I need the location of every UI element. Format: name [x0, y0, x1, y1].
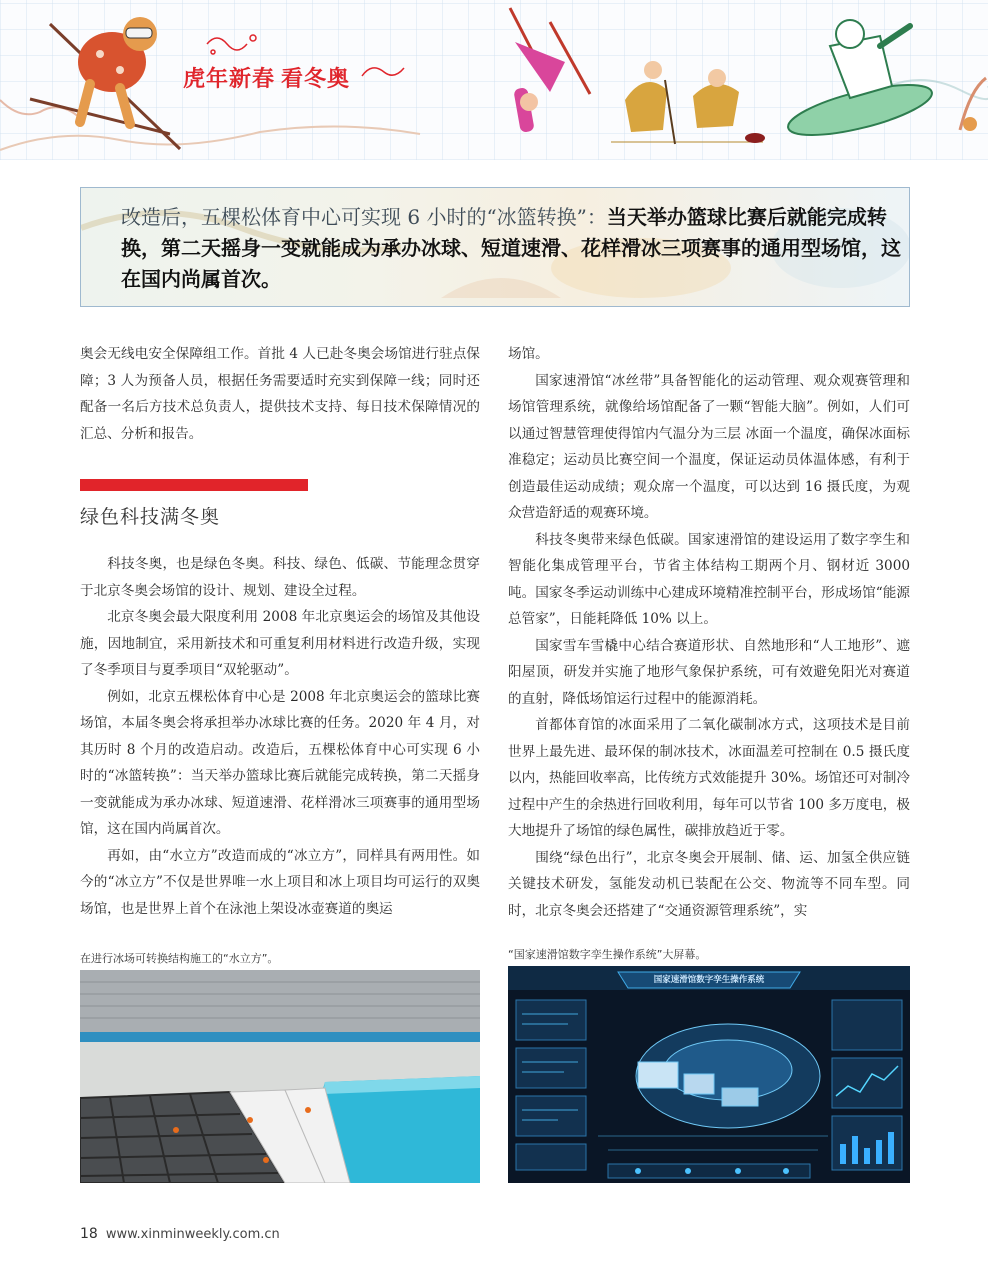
right-paragraph-1: 国家速滑馆“冰丝带”具备智能化的运动管理、观众观赛管理和场馆管理系统，就像给场馆配备了一颗“智能大脑”。例如，人们可以通过智慧管理使得馆内气温分为三层 冰面一个温度，确保冰面标准稳定；运动员比赛空间一个温度，保证运动员体温体感，有利于创造最佳运动成绩；观众席一个温度，可以达到 16 摄氏度，为观众营造舒适的观赛环境。 — [508, 372, 910, 521]
right-paragraph-2: 科技冬奥带来绿色低碳。国家速滑馆的建设运用了数字孪生和智能化集成管理平台，节省主体结构工期两个月、钢材近 3000 吨。国家冬季运动训练中心建成环境精准控制平台，形成场馆“能源总管家”，日能耗降低 10% 以上。 — [508, 531, 910, 627]
snowboarder-illustration — [780, 6, 940, 146]
header-banner — [0, 0, 988, 160]
section-accent-bar — [80, 479, 308, 491]
banner-title-part2: 看冬奥 — [281, 67, 351, 92]
left-paragraph-2: 北京冬奥会最大限度利用 2008 年北京奥运会的场馆及其他设施，因地制宜，采用新技术和可重复利用材料进行改造升级，实现了冬季项目与夏季项目“双轮驱动”。 — [80, 609, 480, 678]
pull-quote-text — [121, 202, 901, 295]
left-photo-caption: 在进行冰场可转换结构施工的“水立方”。 — [80, 952, 279, 965]
page-footer — [80, 1226, 280, 1242]
banner-title-part1: 虎年新春 — [183, 66, 276, 92]
right-paragraph-3: 国家雪车雪橇中心结合赛道形状、自然地形和“人工地形”、遮阳屋顶，研发并实施了地形气象保护系统，可有效避免阳光对赛道的直射，降低场馆运行过程中的能源消耗。 — [508, 637, 910, 707]
water-cube-photo — [80, 970, 480, 1183]
aerial-skier-illustration — [455, 2, 605, 142]
left-column-body — [80, 551, 480, 922]
screen-title-text: 国家速滑馆数字孪生操作系统 — [653, 975, 765, 985]
water-cube-photo-graphic — [80, 970, 480, 1183]
left-intro-paragraph: 奥会无线电安全保障组工作。首批 4 人已赴冬奥会场馆进行驻点保障；3 人为预备人员，根据任务需要适时充实到保障一线；同时还配备一名后方技术总负责人，提供技术支持、每日技术保障情况的汇总、分析和报告。 — [80, 346, 480, 442]
pull-quote-box — [80, 187, 910, 307]
right-column-body — [508, 341, 910, 924]
right-continuation: 场馆。 — [508, 346, 549, 362]
footer-url: www.xinminweekly.com.cn — [105, 1227, 280, 1242]
right-paragraph-5: 围绕“绿色出行”，北京冬奥会开展制、储、运、加氢全供应链关键技术研发，氢能发动机已装配在公交、物流等不同车型。同时，北京冬奥会还搭建了“交通资源管理系统”，实 — [508, 849, 910, 919]
right-paragraph-4: 首都体育馆的冰面采用了二氧化碳制冰方式，这项技术是目前世界上最先进、最环保的制冰技术，冰面温差可控制在 0.5 摄氏度以内，热能回收率高，比传统方式效能提升 30%。场馆还可对制冷过程中产生的余热进行回收利用，每年可以节省 100 多万度电，极大地提升了场馆的绿色属性，碳排放趋近于零。 — [508, 717, 910, 839]
left-paragraph-1: 科技冬奥，也是绿色冬奥。科技、绿色、低碳、节能理念贯穿于北京冬奥会场馆的设计、规划、建设全过程。 — [80, 556, 480, 599]
left-paragraph-3: 例如，北京五棵松体育中心是 2008 年北京奥运会的篮球比赛场馆，本届冬奥会将承担举办冰球比赛的任务。2020 年 4 月，对其历时 8 个月的改造启动。改造后，五棵松体育中心可实现 6 小时的“冰篮转换”：当天举办篮球比赛后就能完成转换，第二天摇身一变就能成为承办冰球、短道速滑、花样滑冰三项赛事的通用型场馆，这在国内尚属首次。 — [80, 688, 480, 837]
right-edge-decoration — [950, 70, 988, 140]
page-number: 18 — [80, 1226, 98, 1242]
swirl-ornament-icon — [205, 30, 265, 56]
section-heading: 绿色科技满冬奥 — [80, 506, 221, 528]
left-paragraph-4: 再如，由“水立方”改造而成的“冰立方”，同样具有两用性。如今的“冰立方”不仅是世界唯一水上项目和冰上项目均可运行的双奥场馆，也是世界上首个在泳池上架设冰壶赛道的奥运 — [80, 847, 480, 917]
title-swirl-icon — [360, 58, 410, 82]
pull-quote-emphasis: 当天举办篮球比赛后就能完成转换，第二天摇身一变就能成为承办冰球、短道速滑、花样滑冰三项赛事的通用型场馆，这在国内尚属首次。 — [121, 205, 901, 291]
digital-twin-screen-photo — [508, 966, 910, 1183]
pull-quote-lead: 改造后，五棵松体育中心可实现 6 小时的“冰篮转换”： — [121, 205, 607, 229]
digital-twin-screen-graphic — [508, 966, 910, 1183]
tiger-skier-illustration — [20, 4, 190, 154]
curling-illustration — [605, 40, 770, 155]
right-photo-caption: “国家速滑馆数字孪生操作系统”大屏幕。 — [508, 948, 707, 961]
left-column-intro — [80, 341, 480, 447]
banner-title — [183, 62, 350, 93]
